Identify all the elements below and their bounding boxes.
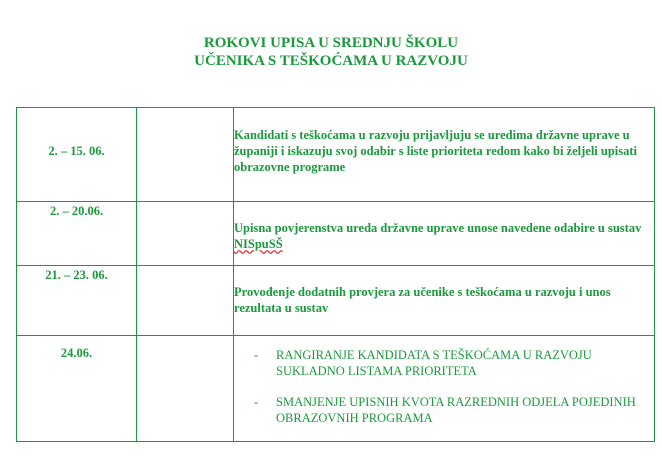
date-text: 2. – 20.06. xyxy=(49,204,104,218)
list-item xyxy=(234,347,654,379)
empty-cell xyxy=(137,266,234,336)
list-item xyxy=(234,394,654,426)
table-row xyxy=(17,266,655,336)
empty-cell xyxy=(137,336,234,442)
bullet-text: SMANJENJE UPISNIH KVOTA RAZREDNIH ODJELA POJEDINIH OBRAZOVNIH PROGRAMA xyxy=(276,395,636,425)
title-line-2: UČENIKA S TEŠKOĆAMA U RAZVOJU xyxy=(194,53,468,69)
description-cell xyxy=(234,108,655,202)
description-text xyxy=(234,220,654,252)
description-cell xyxy=(234,266,655,336)
table-row xyxy=(17,336,655,442)
empty-cell xyxy=(137,108,234,202)
document-title xyxy=(0,34,662,70)
description-text: Provođenje dodatnih provjera za učenike s teškoćama u razvoju i unos rezultata u sustav xyxy=(234,285,611,315)
date-cell xyxy=(17,202,137,266)
date-cell xyxy=(17,266,137,336)
schedule-table xyxy=(16,107,655,442)
table-row xyxy=(17,202,655,266)
date-text: 24.06. xyxy=(60,346,93,360)
date-text: 21. – 23. 06. xyxy=(45,268,108,282)
title-line-1: ROKOVI UPISA U SREDNJU ŠKOLU xyxy=(203,35,459,51)
description-cell xyxy=(234,336,655,442)
empty-cell xyxy=(137,202,234,266)
date-text: 2. – 15. 06. xyxy=(48,144,105,158)
description-text-main: Upisna povjerenstva ureda državne uprave unose navedene odabire u sustav xyxy=(234,221,642,235)
description-text: Kandidati s teškoćama u razvoju prijavljuju se uredima državne uprave u županiji i iskazuju svoj odabir s liste prioriteta redom kako bi željeli upisati obrazovne programe xyxy=(234,128,638,174)
description-cell xyxy=(234,202,655,266)
bullet-list xyxy=(234,347,654,426)
dash-bullet-icon: - xyxy=(254,395,259,409)
date-cell xyxy=(17,336,137,442)
dash-bullet-icon: - xyxy=(254,348,259,362)
table-row xyxy=(17,108,655,202)
date-cell xyxy=(17,108,137,202)
misspelled-word: NISpuSŠ xyxy=(234,237,283,251)
bullet-text: RANGIRANJE KANDIDATA S TEŠKOĆAMA U RAZVOJU SUKLADNO LISTAMA PRIORITETA xyxy=(276,348,592,378)
